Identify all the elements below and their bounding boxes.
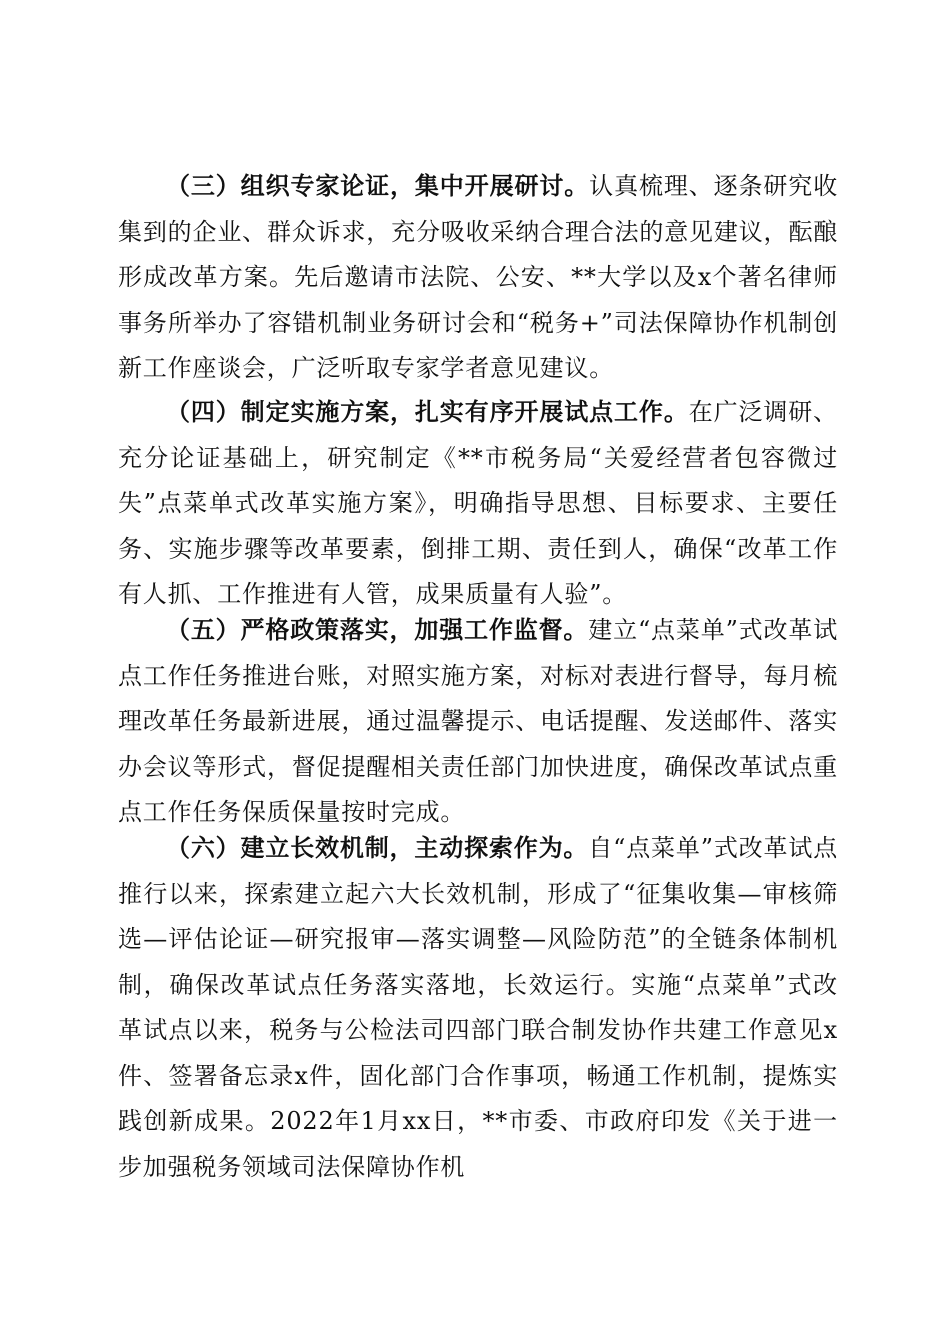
paragraph-heading: （六）建立长效机制，主动探索作为。	[166, 834, 589, 862]
paragraph-body: 在广泛调研、充分论证基础上，研究制定《**市税务局“关爱经营者包容微过失”点菜单式改革实施方案》，明确指导思想、目标要求、主要任务、实施步骤等改革要素，倒排工期、责任到人，确保“改革工作有人抓、工作推进有人管，成果质量有人验”。	[118, 398, 838, 608]
paragraph-6	[118, 826, 838, 1190]
paragraph-body: 认真梳理、逐条研究收集到的企业、群众诉求，充分吸收采纳合理合法的意见建议，酝酿形成改革方案。先后邀请市法院、公安、**大学以及x个著名律师事务所举办了容错机制业务研讨会和“税务+”司法保障协作机制创新工作座谈会，广泛听取专家学者意见建议。	[118, 172, 838, 382]
paragraph-5	[118, 608, 838, 836]
paragraph-heading: （五）严格政策落实，加强工作监督。	[166, 616, 589, 644]
paragraph-body: 自“点菜单”式改革试点推行以来，探索建立起六大长效机制，形成了“征集收集—审核筛选—评估论证—研究报审—落实调整—风险防范”的全链条体制机制，确保改革试点任务落实落地，长效运行。实施“点菜单”式改革试点以来，税务与公检法司四部门联合制发协作共建工作意见x件、签署备忘录x件，固化部门合作事项，畅通工作机制，提炼实践创新成果。2022年1月xx日，**市委、市政府印发《关于进一步加强税务领域司法保障协作机	[118, 834, 838, 1181]
paragraph-body: 建立“点菜单”式改革试点工作任务推进台账，对照实施方案，对标对表进行督导，每月梳理改革任务最新进展，通过温馨提示、电话提醒、发送邮件、落实办会议等形式，督促提醒相关责任部门加快进度，确保改革试点重点工作任务保质保量按时完成。	[118, 616, 838, 826]
paragraph-4	[118, 390, 838, 618]
paragraph-3	[118, 164, 838, 392]
paragraph-heading: （三）组织专家论证，集中开展研讨。	[166, 172, 590, 200]
paragraph-heading: （四）制定实施方案，扎实有序开展试点工作。	[166, 398, 689, 426]
